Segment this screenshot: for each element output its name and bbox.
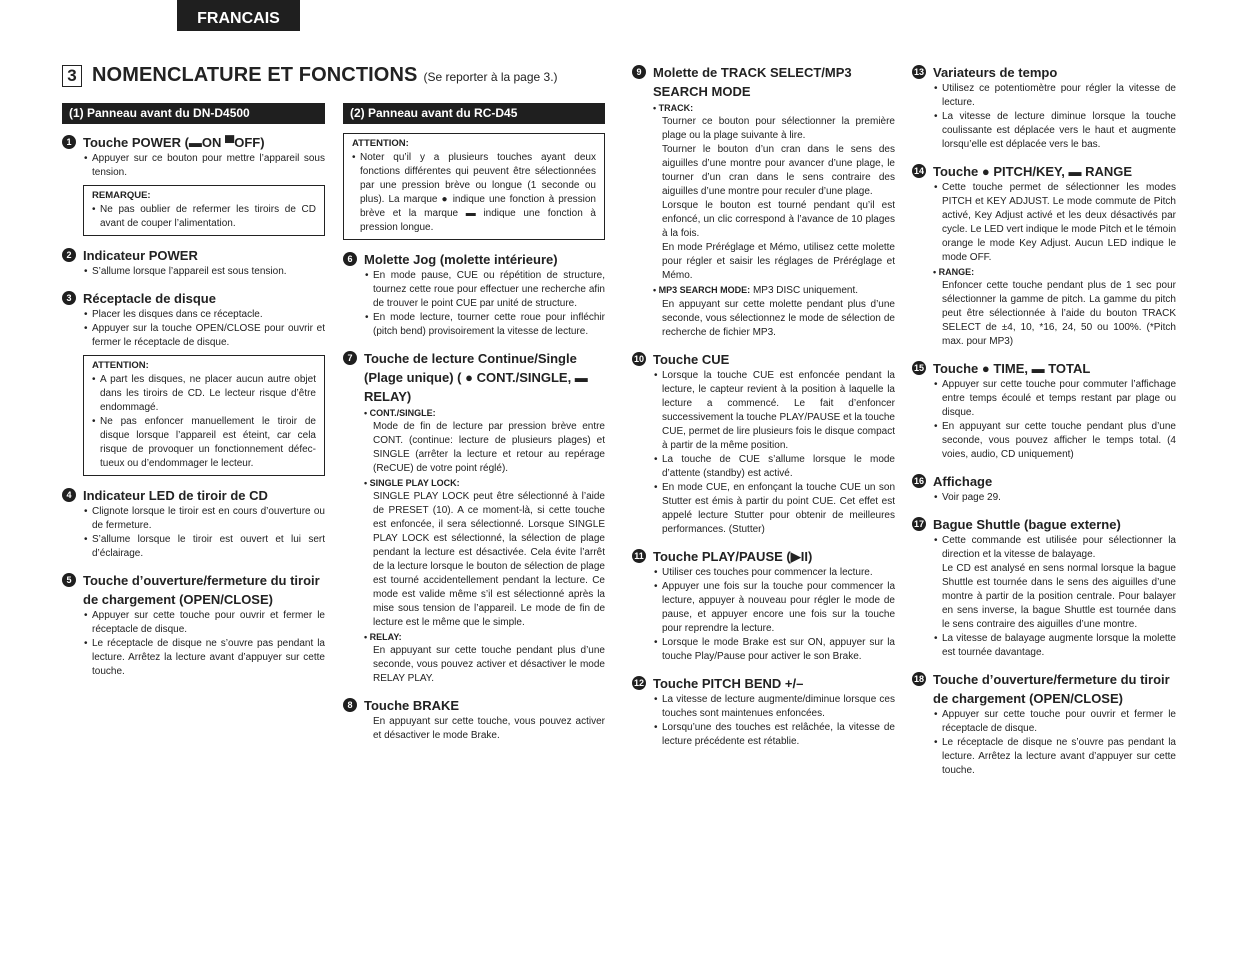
item-title: Molette de TRACK SELECT/MP3 SEARCH MODE (653, 65, 852, 99)
paragraph: Tourner ce bouton pour sélectionner la première plage ou la plage suivante à lire. (662, 116, 895, 141)
item-title: Touche CUE (653, 352, 730, 367)
item-17-heading (912, 515, 1176, 534)
bullet: • Appuyer une fois sur la touche pour commencer la lecture, appuyer à nouveau pour régler le mode de pause, et appuyer encore une fois sur la touche pour reprendre la lecture. (632, 580, 895, 636)
item-2-heading (62, 246, 325, 265)
item-title: Réceptacle de disque (83, 291, 216, 306)
bullet: • Cette commande est utilisée pour sélectionner la direction et la vitesse de balayage. (912, 534, 1176, 562)
bullet: • La vitesse de lecture diminue lorsque la touche coulissante est déplacée vers le haut et augmente lorsqu’elle est déplacée vers le bas. (912, 110, 1176, 152)
paragraph: SINGLE PLAY LOCK peut être sélectionné à l’aide de PRESET (10). A ce moment-là, si cette touche est enfoncée, il sera sélectionné. Lorsque SINGLE PLAY LOCK est sélectionné, la sélection de plage pendant la lecture est désactivée. Cela évite l’arrêt de la lecture lorsque le bouton de sélection de plage est tourné accidentellement pendant la lecture. Ce mode est valide même s’il est sélectionné après la mise sous tension de l’appareil. Le mode de fin de lecture est le même que le simple. (373, 491, 605, 628)
attention-bullet: • Noter qu’il y a plusieurs touches ayant deux fonctions différentes qui peuvent être sélectionnées par une pression brève ou longue (1 seconde ou plus). La marque ● indique une fonction à pression brève et la marque ▬ indique une fonction à pression longue. (352, 151, 596, 235)
bullet: • Appuyer sur cette touche pour commuter l’affichage entre temps écoulé et temps restant par plage ou disque. (912, 378, 1176, 420)
item-number: 15 (913, 363, 924, 373)
item-16-heading (912, 472, 1176, 491)
item-title: Touche d’ouverture/fermeture du tiroir de chargement (OPEN/CLOSE) (933, 672, 1170, 706)
item-12-heading (632, 674, 895, 693)
language-tab: FRANCAIS (177, 0, 300, 31)
item-15-heading (912, 359, 1176, 378)
item-number: 10 (633, 354, 644, 364)
paragraph: Lorsque le bouton est tourné pendant qu’il est enfoncé, un clic correspond à l’avance de 10 plages à la fois. (662, 200, 895, 239)
sub-label: • CONT./SINGLE: (364, 408, 436, 418)
bullet: • Utiliser ces touches pour commencer la lecture. (632, 566, 895, 580)
column-4 (912, 63, 1176, 778)
paragraph: En mode Préréglage et Mémo, utilisez cette molette pour régler et saisir les réglages de Préréglage et Mémo. (662, 242, 895, 281)
column-1 (62, 103, 325, 679)
bullet: • S’allume lorsque le tiroir est ouvert et lui sert d’éclairage. (62, 533, 325, 561)
bullet: • La vitesse de lecture augmente/diminue lorsque ces touches sont maintenues enfoncées. (632, 693, 895, 721)
item-number: 6 (343, 252, 357, 266)
bullet: • Le réceptacle de disque ne s’ouvre pas pendant la lecture. Arrêtez la lecture avant d’appuyer sur cette touche. (62, 637, 325, 679)
item-7-heading (343, 349, 605, 406)
bullet: • Le réceptacle de disque ne s’ouvre pas pendant la lecture. Arrêtez la lecture avant d’appuyer sur cette touche. (912, 736, 1176, 778)
paragraph: Enfoncer cette touche pendant plus de 1 sec pour sélectionner la gamme de pitch. La gamme du pitch peut être sélectionnée à l’aide du bouton TRACK SELECT de ±4, 10, *16, 24, 50 ou 100%. (*Pitch max. pour MP3) (942, 280, 1176, 347)
bullet: • Clignote lorsque le tiroir est en cours d’ouverture ou de fermeture. (62, 505, 325, 533)
note-bullet: • Ne pas oublier de refermer les tiroirs de CD avant de couper l’alimentation. (92, 203, 316, 231)
item-number: 5 (62, 573, 76, 587)
note-box (83, 185, 325, 236)
column-3 (632, 63, 895, 749)
item-number: 8 (343, 698, 357, 712)
item-14-heading (912, 162, 1176, 181)
item-number: 18 (913, 674, 924, 684)
item-13-heading (912, 63, 1176, 82)
item-title: Indicateur LED de tiroir de CD (83, 488, 268, 503)
attention-box (83, 355, 325, 476)
paragraph: En appuyant sur cette touche, vous pouvez activer et désactiver le mode Brake. (373, 716, 605, 741)
bullet: • En mode pause, CUE ou répétition de structure, tournez cette roue pour effectuer une recherche afin de trouver le point CUE par unité de structure. (343, 269, 605, 311)
item-title: Indicateur POWER (83, 248, 198, 263)
item-title: Molette Jog (molette intérieure) (364, 252, 558, 267)
bullet: • Utilisez ce potentiomètre pour régler la vitesse de lecture. (912, 82, 1176, 110)
bullet: • En appuyant sur cette touche pendant plus d’une seconde, vous pouvez afficher le temps total. (4 voies, audio, CD uniquement) (912, 420, 1176, 462)
bullet: • Voir page 29. (912, 491, 1176, 505)
paragraph: En appuyant sur cette touche pendant plus d’une seconde, vous pouvez activer et désactiver le mode RELAY PLAY. (373, 645, 605, 684)
section-bar-rc-d45: (2) Panneau avant du RC-D45 (343, 103, 605, 124)
sub-label: • MP3 SEARCH MODE: (653, 285, 751, 295)
note-title: REMARQUE: (92, 190, 151, 201)
page-title (62, 64, 558, 87)
item-18-heading (912, 670, 1176, 708)
bullet: • Appuyer sur la touche OPEN/CLOSE pour ouvrir et fermer le réceptacle de disque. (62, 322, 325, 350)
attention-box (343, 133, 605, 240)
sub-label: • TRACK: (653, 103, 694, 113)
attention-title: ATTENTION: (352, 138, 409, 149)
item-number: 17 (913, 519, 924, 529)
item-number: 9 (632, 65, 646, 79)
bullet: • Placer les disques dans ce réceptacle. (62, 308, 325, 322)
item-6-heading (343, 250, 605, 269)
item-number: 2 (62, 248, 76, 262)
paragraph: Le CD est analysé en sens normal lorsque la bague Shuttle est tournée dans le sens des aiguilles d’une montre à partir de la position centrale. Pour balayer en sens inverse, la bague Shuttle est tournée dans le sens contraire des aiguilles d’une montre. (942, 563, 1176, 630)
item-number: 16 (913, 476, 924, 486)
sub-label: • RANGE: (933, 267, 975, 277)
item-number: 13 (913, 67, 924, 77)
bullet: • Lorsqu’une des touches est relâchée, la vitesse de lecture précédente est rétablie. (632, 721, 895, 749)
sub-label-text: MP3 DISC uniquement. (750, 285, 858, 296)
item-number: 12 (633, 678, 644, 688)
item-title: Touche PITCH BEND +/– (653, 676, 804, 691)
item-4-heading (62, 486, 325, 505)
bullet: • La touche de CUE s’allume lorsque le mode d’attente (standby) est activé. (632, 453, 895, 481)
item-title: Bague Shuttle (bague externe) (933, 517, 1121, 532)
item-1-heading (62, 133, 325, 152)
item-title: Touche ● TIME, ▬ TOTAL (933, 361, 1091, 376)
paragraph: En appuyant sur cette molette pendant plus d’une seconde, vous sélectionnez le mode de sélection de recherche de fichier MP3. (662, 299, 895, 338)
sub-label: • SINGLE PLAY LOCK: (364, 478, 460, 488)
item-number: 14 (913, 166, 924, 176)
item-title: Variateurs de tempo (933, 65, 1058, 80)
item-10-heading (632, 350, 895, 369)
item-number: 1 (62, 135, 76, 149)
item-title: Touche PLAY/PAUSE (▶II) (653, 549, 813, 564)
attention-bullet: • Ne pas enfoncer manuellement le tiroir de disque lorsque l’appareil est éteint, car cela risque de provoquer un fonctionnement défec-tueux ou d’endommager le lecteur. (92, 415, 316, 471)
item-title: Affichage (933, 474, 993, 489)
item-title: Touche BRAKE (364, 698, 460, 713)
item-5-heading (62, 571, 325, 609)
title-main: NOMENCLATURE ET FONCTIONS (92, 64, 418, 86)
bullet: • Lorsque le mode Brake est sur ON, appuyer sur la touche Play/Pause pour activer le son Brake. (632, 636, 895, 664)
attention-title: ATTENTION: (92, 360, 149, 371)
bullet: • Cette touche permet de sélectionner les modes PITCH et KEY ADJUST. Le mode commute de Pitch activé, Key Adjust activé et les deux désactivés par cycle. Le LED vert indique le mode Pitch et le témoin orange le mode Key Adjust. Aucun LED indique le mode OFF. (912, 181, 1176, 265)
bullet: • Lorsque la touche CUE est enfoncée pendant la lecture, le capteur revient à la position à laquelle la lecture a commencé. Le fait d’enfoncer successivement la touche PLAY/PAUSE et la touche CUE, permet de lire plusieurs fois le disque compact à partir de la même position. (632, 369, 895, 453)
bullet: • En mode CUE, en enfonçant la touche CUE un son Stutter est émis à partir du point CUE. Cet effet est appelé lecture Stutter pour obtenir de meilleures performances. (Stutter) (632, 481, 895, 537)
item-9-heading (632, 63, 895, 101)
sub-label-line (632, 283, 895, 298)
item-3-heading (62, 289, 325, 308)
bullet: • La vitesse de balayage augmente lorsque la molette est tournée davantage. (912, 632, 1176, 660)
bullet: • Appuyer sur cette touche pour ouvrir et fermer le réceptacle de disque. (912, 708, 1176, 736)
item-title: Touche d’ouverture/fermeture du tiroir de chargement (OPEN/CLOSE) (83, 573, 320, 607)
paragraph: Mode de fin de lecture par pression brève entre CONT. (continue: lecture de plusieurs plages) et SINGLE (arrêter la lecture et retour au repérage (ReCUE) de votre point réglé). (373, 421, 605, 474)
title-sub: (Se reporter à la page 3.) (423, 70, 558, 84)
attention-bullet: • A part les disques, ne placer aucun autre objet dans les tiroirs de CD. Le lecteur risque d’être endommagé. (92, 373, 316, 415)
sub-label: • RELAY: (364, 632, 402, 642)
column-2 (343, 103, 605, 743)
section-number: 3 (62, 65, 82, 87)
item-number: 4 (62, 488, 76, 502)
item-8-heading (343, 696, 605, 715)
bullet: • S’allume lorsque l’appareil est sous tension. (62, 265, 325, 279)
bullet: • En mode lecture, tourner cette roue pour infléchir (pitch bend) provisoirement la vitesse de lecture. (343, 311, 605, 339)
item-11-heading (632, 547, 895, 566)
item-number: 3 (62, 291, 76, 305)
bullet: • Appuyer sur cette touche pour ouvrir et fermer le réceptacle de disque. (62, 609, 325, 637)
paragraph: Tourner le bouton d’un cran dans le sens des aiguilles d’une montre pour avancer d’une plage, le tourner d’un cran dans le sens contraire des aiguilles d’une montre pour reculer d’une plage. (662, 144, 895, 197)
item-title: Touche POWER (▬ON ▀OFF) (83, 135, 265, 150)
item-title: Touche de lecture Continue/Single (Plage unique) ( ● CONT./SINGLE, ▬ RELAY) (364, 351, 588, 404)
item-number: 11 (632, 549, 646, 563)
item-number: 7 (343, 351, 357, 365)
section-bar-dn-d4500: (1) Panneau avant du DN-D4500 (62, 103, 325, 124)
bullet: • Appuyer sur ce bouton pour mettre l’appareil sous tension. (62, 152, 325, 180)
item-title: Touche ● PITCH/KEY, ▬ RANGE (933, 164, 1133, 179)
